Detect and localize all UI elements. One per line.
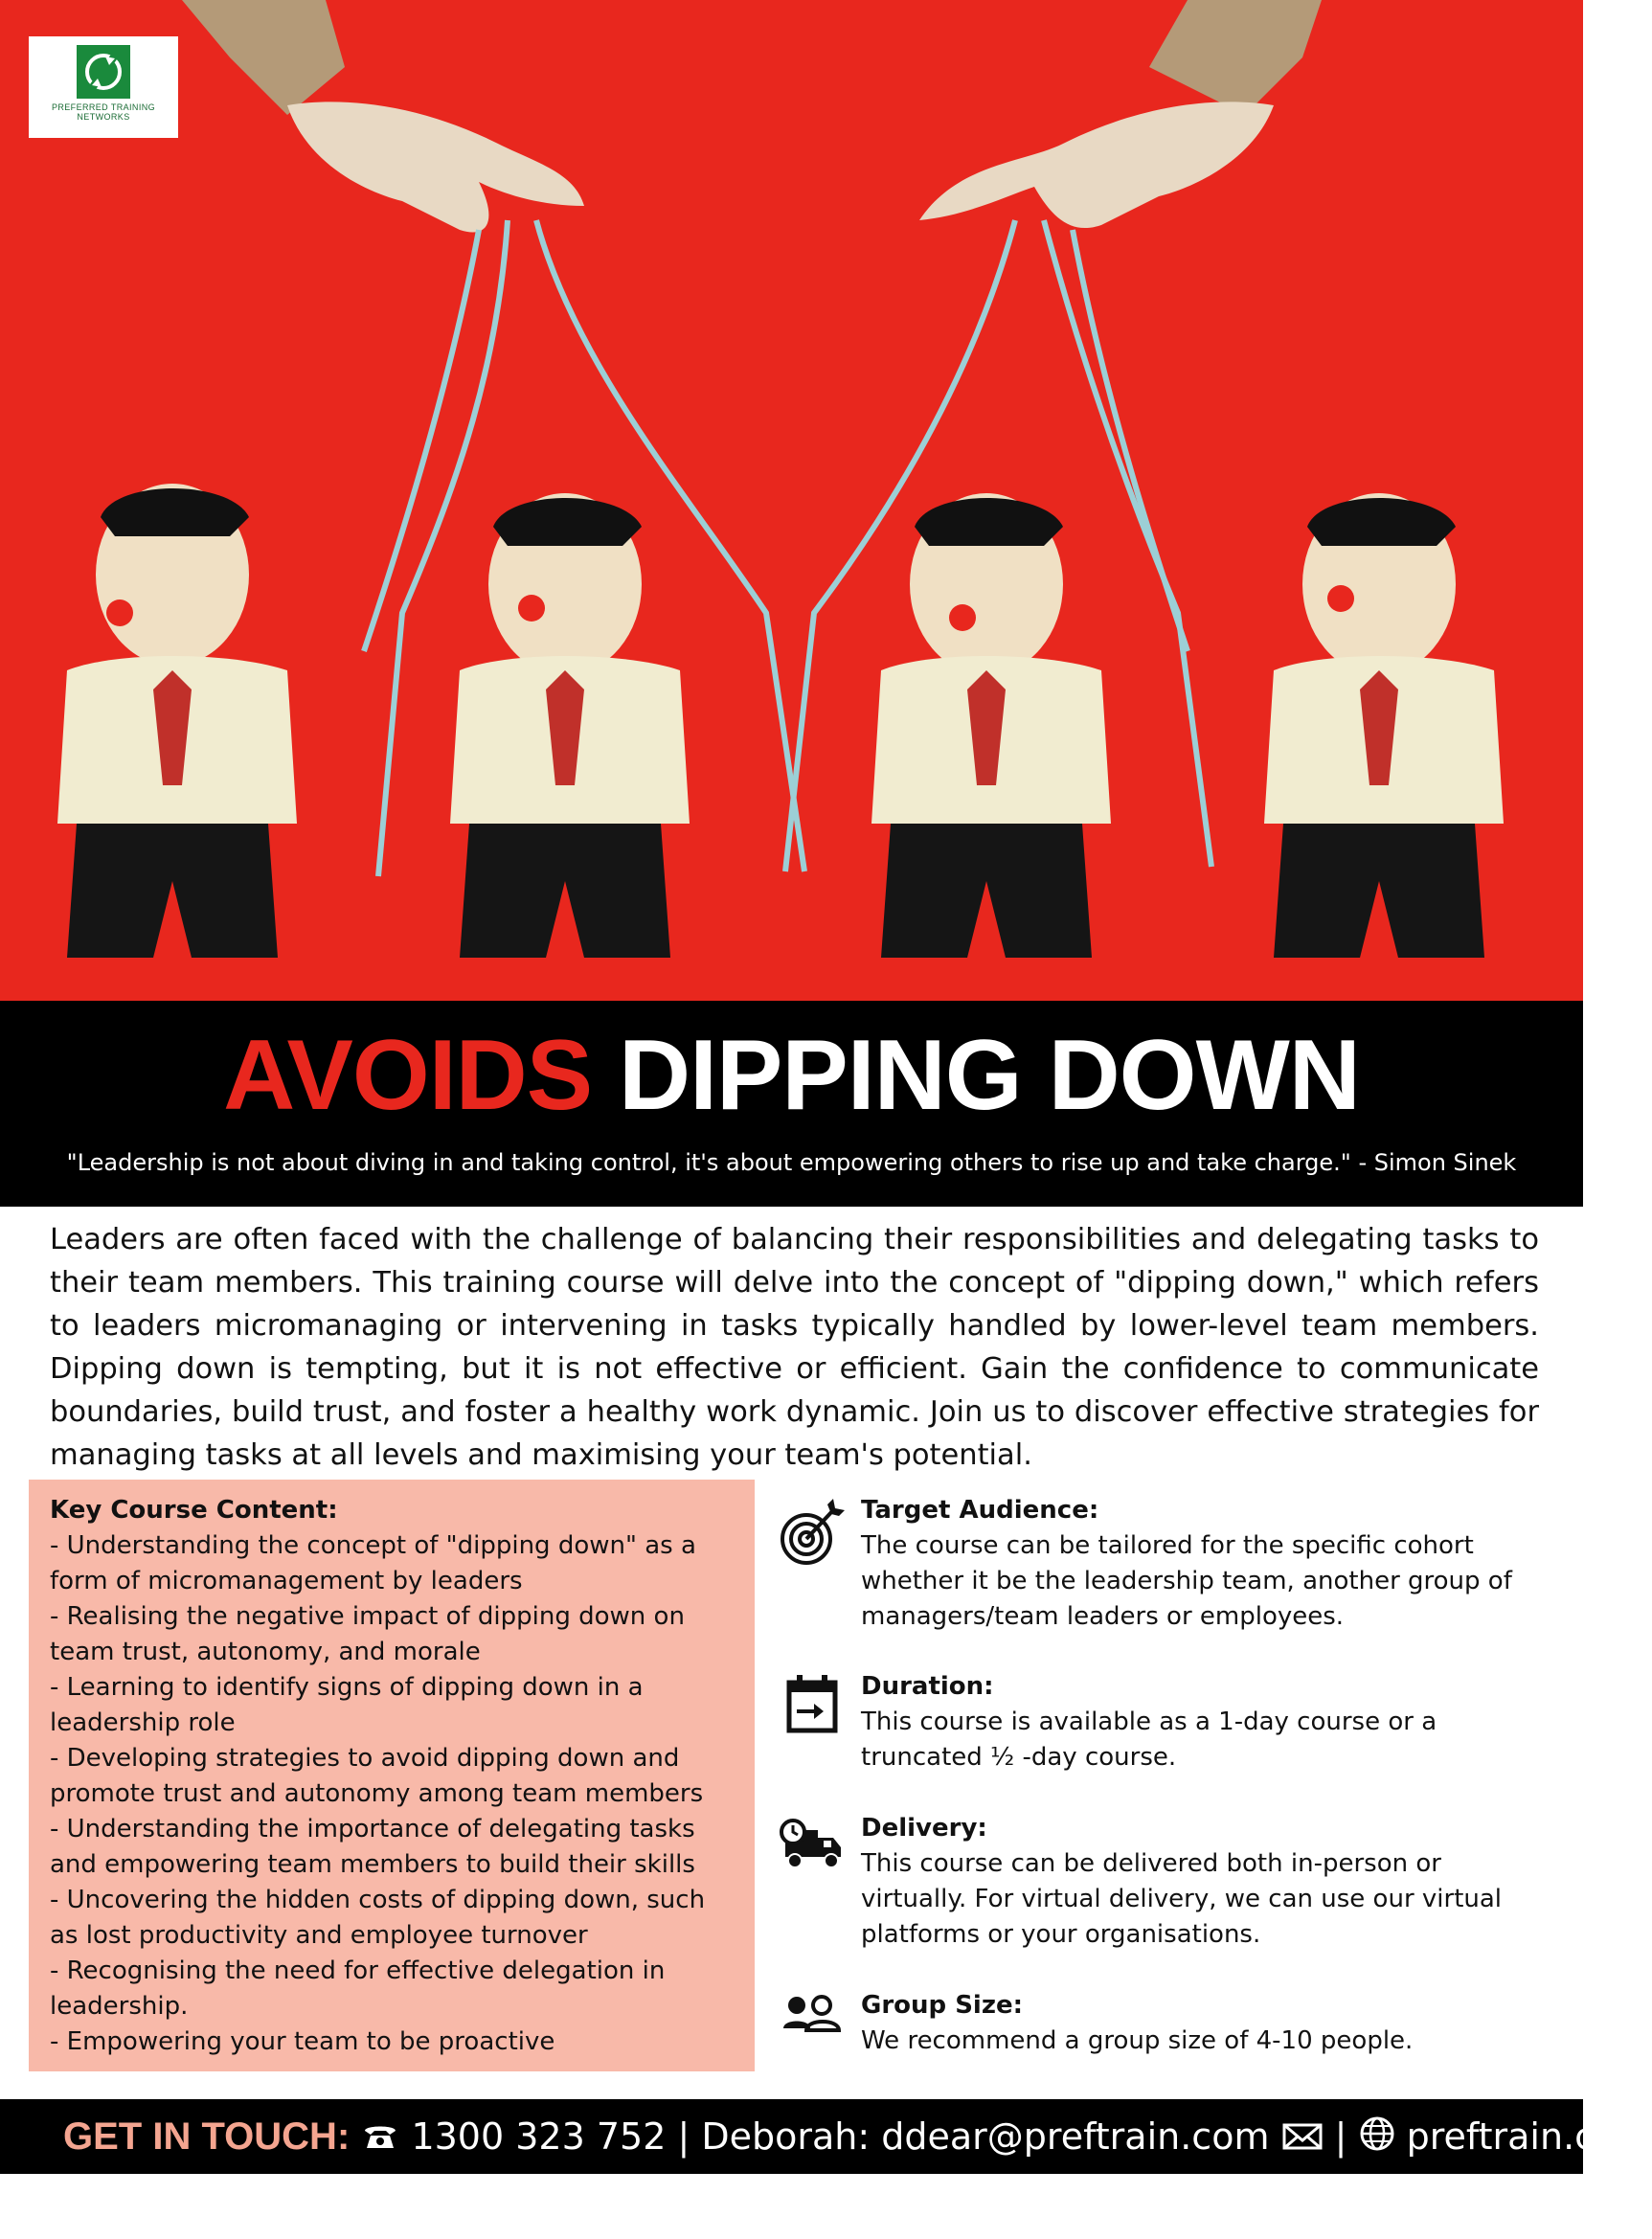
list-item: - Realising the negative impact of dipping down on team trust, autonomy, and morale xyxy=(50,1602,685,1666)
right-hand xyxy=(919,102,1274,228)
puppet-illustration xyxy=(0,0,1583,1001)
left-hand xyxy=(287,102,584,232)
left-sleeve xyxy=(182,0,345,115)
contact-name: Deborah: xyxy=(701,2115,882,2158)
page-title xyxy=(0,1020,1583,1131)
separator: | xyxy=(1323,2115,1359,2158)
delivery-heading: Delivery: xyxy=(861,1814,987,1843)
key-course-content-list xyxy=(50,1528,735,2060)
target-audience-heading: Target Audience: xyxy=(861,1496,1099,1525)
list-item: - Understanding the concept of "dipping down" as a form of micromanagement by leaders xyxy=(50,1531,696,1595)
duration-heading: Duration: xyxy=(861,1672,994,1701)
phone-icon xyxy=(361,2102,399,2177)
group-size-heading: Group Size: xyxy=(861,1991,1023,2020)
list-item: - Learning to identify signs of dipping down in a leadership role xyxy=(50,1673,644,1737)
globe-icon xyxy=(1359,2102,1395,2177)
list-item: - Understanding the importance of delegating tasks and empowering team members to build their skills xyxy=(50,1815,695,1879)
page-title-rest: DIPPING DOWN xyxy=(592,1020,1360,1131)
intro-paragraph: Leaders are often faced with the challenge of balancing their responsibilities and delegating tasks to their team members. This training course will delve into the concept of "dipping down," which refers to leaders micromanaging or intervening in tasks typically handled by lower-level team members. Dipping down is tempting, but it is not effective or efficient. Gain the confidence to communicate boundaries, build trust, and foster a healthy work dynamic. Join us to discover effective strategies for managing tasks at all levels and maximising your team's potential. xyxy=(50,1223,1539,1472)
list-item: - Developing strategies to avoid dipping down and promote trust and autonomy among team members xyxy=(50,1744,704,1808)
list-item: - Empowering your team to be proactive xyxy=(50,2027,555,2056)
people-icon xyxy=(778,1988,852,2063)
target-icon xyxy=(778,1493,852,1568)
right-sleeve xyxy=(1149,0,1322,115)
key-course-content-heading: Key Course Content: xyxy=(50,1496,338,1525)
key-course-content xyxy=(29,1480,755,2071)
separator: | xyxy=(666,2115,702,2158)
list-item: - Recognising the need for effective delegation in leadership. xyxy=(50,1956,666,2021)
group-size-text: We recommend a group size of 4-10 people. xyxy=(861,2026,1414,2055)
delivery-text: This course can be delivered both in-person or virtually. For virtual delivery, we can use our virtual platforms or your organisations. xyxy=(861,1849,1503,1949)
list-item: - Uncovering the hidden costs of dipping down, such as lost productivity and employee turnover xyxy=(50,1886,706,1950)
logo-mark-icon xyxy=(77,45,130,99)
mail-icon xyxy=(1281,2102,1324,2177)
hero-illustration xyxy=(0,0,1583,1001)
company-logo xyxy=(29,36,178,138)
delivery-truck-icon xyxy=(778,1811,852,1886)
leadership-quote: "Leadership is not about diving in and taking control, it's about empowering others to rise up and take charge." - Simon Sinek xyxy=(66,1149,1517,1176)
target-audience-text: The course can be tailored for the specific cohort whether it be the leadership team, another group of managers/team leaders or employees. xyxy=(861,1531,1512,1631)
calendar-icon xyxy=(778,1669,852,1744)
website-link[interactable]: preftrain.com xyxy=(1406,2115,1652,2158)
contact-footer xyxy=(0,2099,1652,2174)
get-in-touch-label: GET IN TOUCH: xyxy=(63,2115,351,2158)
page-title-accent: AVOIDS xyxy=(223,1020,593,1131)
duration-text: This course is available as a 1-day course or a truncated ½ -day course. xyxy=(861,1708,1437,1772)
email-link[interactable]: ddear@preftrain.com xyxy=(881,2115,1270,2158)
phone-link[interactable]: 1300 323 752 xyxy=(411,2115,667,2158)
logo-text: PREFERRED TRAINING NETWORKS xyxy=(51,102,156,122)
